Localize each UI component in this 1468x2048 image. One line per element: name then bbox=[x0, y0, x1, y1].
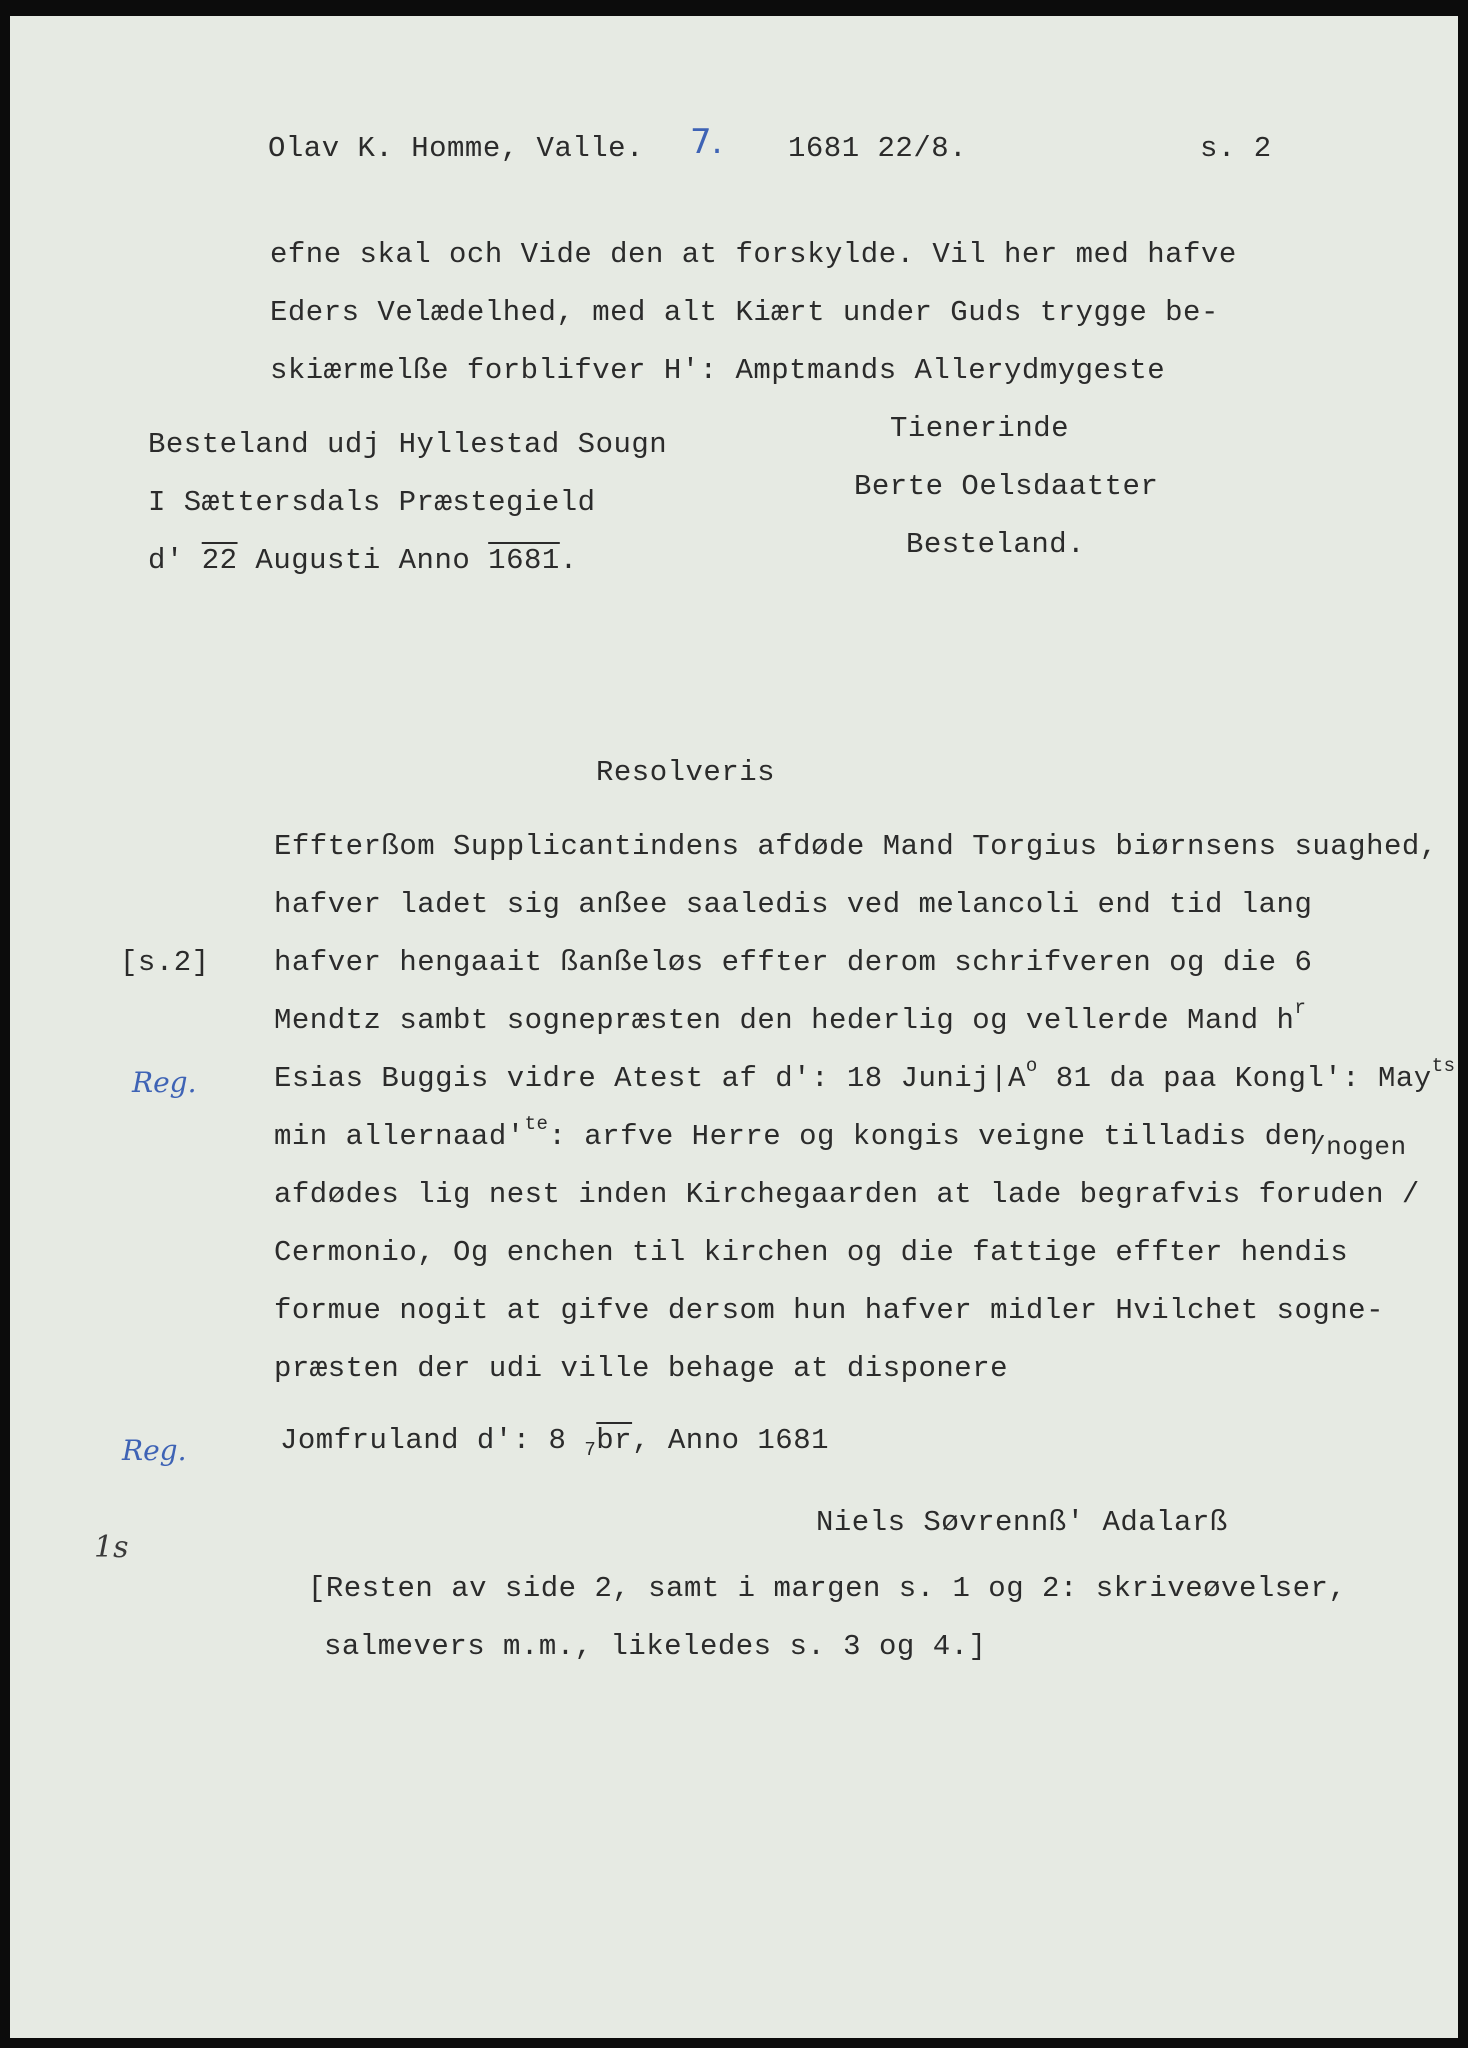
document-page bbox=[10, 16, 1458, 2038]
reg-mark-1: Reg. bbox=[132, 1066, 197, 1099]
resolution-signature: Niels Søvrennß' Adalarß bbox=[816, 1506, 1228, 1539]
header-number: 7. bbox=[690, 122, 723, 162]
place-line-2: I Sættersdals Præstegield bbox=[148, 486, 596, 519]
resolution-line-2: hafver ladet sig anßee saaledis ved melancoli end tid lang bbox=[274, 888, 1313, 921]
resolution-line-9: formue nogit at gifve dersom hun hafver midler Hvilchet sogne- bbox=[274, 1294, 1384, 1327]
resolution-line-10: præsten der udi ville behage at disponere bbox=[274, 1352, 1009, 1385]
place-line-3: d' 22 Augusti Anno 1681. bbox=[148, 544, 578, 577]
header-author: Olav K. Homme, Valle. bbox=[268, 132, 644, 165]
letter-line-3: skiærmelße forblifver H': Amptmands Allerydmygeste bbox=[270, 354, 1166, 387]
place-year: 1681 bbox=[488, 544, 560, 577]
page-mark: 1s bbox=[94, 1530, 129, 1565]
editor-note-line-1: [Resten av side 2, samt i margen s. 1 og 2: skriveøvelser, bbox=[308, 1572, 1347, 1605]
margin-note: [s.2] bbox=[120, 946, 210, 979]
resolution-heading: Resolveris bbox=[596, 756, 776, 789]
resolution-line-1: Effterßom Supplicantindens afdøde Mand Torgius biørnsens suaghed, bbox=[274, 830, 1438, 863]
margin-insert-nogen: /nogen bbox=[1310, 1132, 1407, 1162]
signature-closing: Tienerinde bbox=[890, 412, 1070, 445]
resolution-line-6: $\min allernaad'^{te}$: arfve Herre og kongis veigne tilladis den bbox=[274, 1113, 1319, 1153]
resolution-date-line: Jomfruland d': 8 $_7\overline{br}$, Anno 1681 bbox=[280, 1424, 830, 1461]
resolution-line-3: hafver hengaait ßanßeløs effter derom schrifveren og die 6 bbox=[274, 946, 1313, 979]
letter-line-2: Eders Velædelhed, med alt Kiært under Guds trygge be- bbox=[270, 296, 1219, 329]
signature-place: Besteland. bbox=[906, 528, 1086, 561]
place-day: 22 bbox=[201, 544, 238, 577]
resolution-line-8: Cermonio, Og enchen til kirchen og die fattige effter hendis bbox=[274, 1236, 1349, 1269]
place-line-1: Besteland udj Hyllestad Sougn bbox=[148, 428, 668, 461]
resolution-line-5: Esias Buggis vidre Atest af d': 18 $Junij|A^o$ 81 da paa Kongl': May$^{ts}$ bbox=[274, 1055, 1456, 1095]
resolution-line-4: Mendtz sambt sognepræsten den hederlig og vellerde Mand $h^r$ bbox=[274, 997, 1307, 1037]
header-date: 1681 22/8. bbox=[788, 132, 968, 165]
signature-name: Berte Oelsdaatter bbox=[854, 470, 1159, 503]
header-page-number: s. 2 bbox=[1200, 132, 1272, 165]
letter-line-1: efne skal och Vide den at forskylde. Vil her med hafve bbox=[270, 238, 1237, 271]
reg-mark-2: Reg. bbox=[122, 1434, 187, 1467]
resolution-line-7: afdødes lig nest inden Kirchegaarden at lade begrafvis foruden / bbox=[274, 1178, 1420, 1211]
editor-note-line-2: salmevers m.m., likeledes s. 3 og 4.] bbox=[324, 1630, 987, 1663]
